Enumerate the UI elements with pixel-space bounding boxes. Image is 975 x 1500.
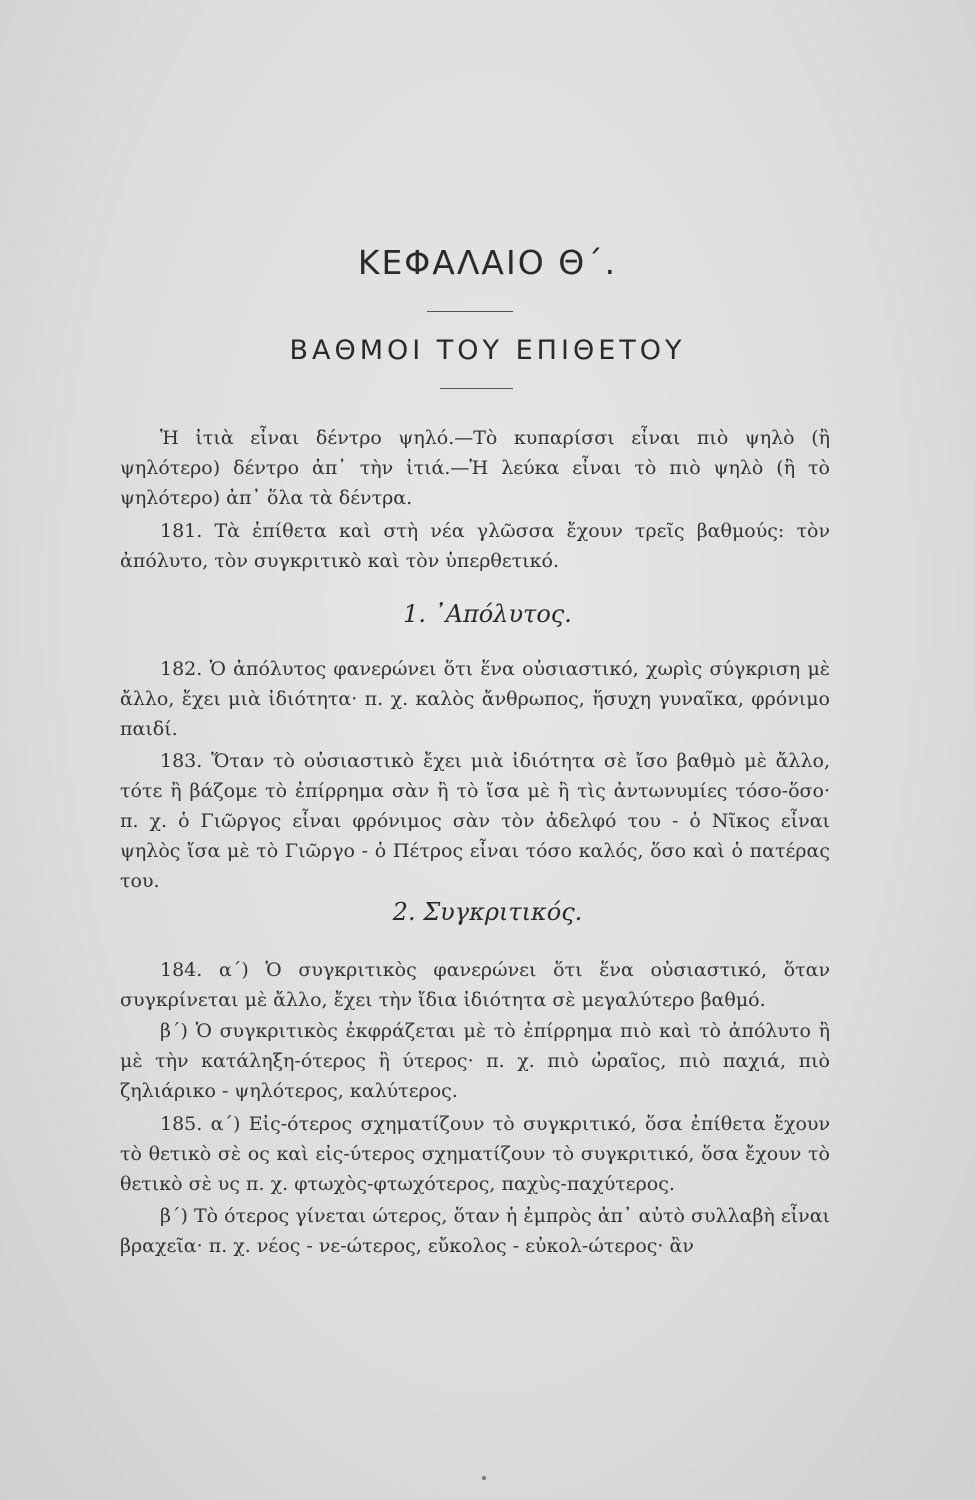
- chapter-title: ΚΕΦΑΛΑΙΟ Θ΄.: [357, 243, 618, 282]
- page-mark: [482, 1476, 486, 1480]
- paragraph-185b: β΄) Τὸ ότερος γίνεται ώτερος, ὅταν ἡ ἐμπρὸς ἀπ᾽ αὐτὸ συλλαβὴ εἶναι βραχεῖα· π. χ. νέος - νε-ώτερος, εὔκολος - εὐκολ-ώτερος· ἂν: [120, 1205, 830, 1257]
- paragraph-184b: β΄) Ὁ συγκριτικὸς ἐκφράζεται μὲ τὸ ἐπίρρημα πιὸ καὶ τὸ ἀπόλυτο ἢ μὲ τὴν κατάληξη-ότερος ἢ ύτερος· π. χ. πιὸ ὡραῖος, πιὸ παχιά, πιὸ ζηλιάρικο - ψηλότερος, καλύτερος.: [120, 1020, 830, 1102]
- paragraph-intro: Ἡ ἰτιὰ εἶναι δέντρο ψηλό.—Τὸ κυπαρίσσι εἶναι πιὸ ψηλὸ (ἢ ψηλότερο) δέντρο ἀπ᾽ τὴν ἰτιά.—Ἡ λεύκα εἶναι τὸ πιὸ ψηλὸ (ἢ τὸ ψηλότερο) ἀπ᾽ ὅλα τὰ δέντρα.: [120, 427, 830, 509]
- paragraph-185a: 185. α΄) Εἰς-ότερος σχηματίζουν τὸ συγκριτικό, ὅσα ἐπίθετα ἔχουν τὸ θετικὸ σὲ ος καὶ εἰς-ύτερος σχηματίζουν τὸ συγκριτικό, ὅσα ἔχουν τὸ θετικὸ σὲ υς π. χ. φτωχὸς-φτωχότερος, παχὺς-παχύτερος.: [120, 1113, 830, 1195]
- paragraph-183: 183. Ὅταν τὸ οὐσιαστικὸ ἔχει μιὰ ἰδιότητα σὲ ἴσο βαθμὸ μὲ ἄλλο, τότε ἢ βάζομε τὸ ἐπίρρημα σὰν ἢ τὸ ἴσα μὲ ἢ τὶς ἀντωνυμίες τόσο-ὅσο· π. χ. ὁ Γιῶργος εἶναι φρόνιμος σὰν τὸν ἀδελφό του - ὁ Νῖκος εἶναι ψηλὸς ἴσα μὲ τὸ Γιῶργο - ὁ Πέτρος εἶναι τόσο καλός, ὅσο καὶ ὁ πατέρας του.: [120, 750, 830, 892]
- paragraph-182: 182. Ὁ ἀπόλυτος φανερώνει ὅτι ἕνα οὐσιαστικό, χωρὶς σύγκριση μὲ ἄλλο, ἔχει μιὰ ἰδιότητα· π. χ. καλὸς ἄνθρωπος, ἥσυχη γυναῖκα, φρόνιμο παιδί.: [120, 658, 830, 740]
- section-heading-absolute: 1. ᾽Απόλυτος.: [403, 600, 572, 628]
- divider-bottom: [440, 388, 513, 389]
- divider-top: [427, 311, 513, 312]
- section-subtitle: ΒΑΘΜΟΙ ΤΟΥ ΕΠΙΘΕΤΟΥ: [289, 335, 686, 366]
- paragraph-184a: 184. α΄) Ὁ συγκριτικὸς φανερώνει ὅτι ἕνα οὐσιαστικό, ὅταν συγκρίνεται μὲ ἄλλο, ἔχει τὴν ἴδια ἰδιότητα σὲ μεγαλύτερο βαθμό.: [120, 959, 830, 1011]
- section-heading-comparative: 2. Συγκριτικός.: [392, 898, 583, 926]
- paragraph-181: 181. Τὰ ἐπίθετα καὶ στὴ νέα γλῶσσα ἔχουν τρεῖς βαθμούς: τὸν ἀπόλυτο, τὸν συγκριτικὸ καὶ τὸν ὑπερθετικό.: [120, 520, 830, 572]
